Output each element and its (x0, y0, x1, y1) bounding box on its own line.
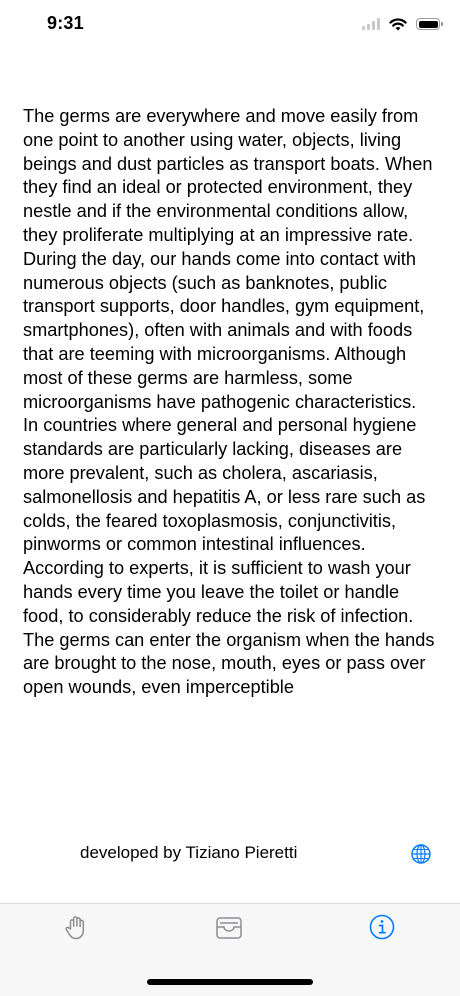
hand-icon (61, 912, 91, 942)
info-icon (367, 912, 397, 942)
tab-info[interactable] (367, 912, 397, 942)
status-icons (362, 15, 440, 33)
developer-credit: developed by Tiziano Pieretti (80, 843, 298, 862)
home-indicator (147, 979, 313, 985)
tab-tray[interactable] (214, 912, 244, 942)
cellular-signal-icon (362, 18, 380, 30)
article-text: The germs are everywhere and move easily from one point to another using water, objects, living beings and dust particles as transport boats. When they find an ideal or protected environment, they nestle and if the environmental conditions allow, they proliferate multiplying at an impressive rate. During the day, our hands come into contact with numerous objects (such as banknotes, public transport supports, door handles, gym equipment, smartphones), often with animals and with foods that are teeming with microorganisms. Although most of these germs are harmless, some microorganisms have pathogenic characteristics. In countries where general and personal hygiene standards are particularly lacking, diseases are more prevalent, such as cholera, ascariasis, salmonellosis and hepatitis A, or less rare such as colds, the feared toxoplasmosis, conjunctivitis, pinworms or common intestinal influences. According to experts, it is sufficient to wash your hands every time you leave the toilet or handle food, to considerably reduce the risk of infection. The germs can enter the organism when the hands are brought to the nose, mouth, eyes or pass over open wounds, even imperceptible (23, 106, 435, 698)
battery-icon (416, 18, 440, 30)
wifi-icon (388, 16, 408, 32)
status-time: 9:31 (47, 13, 84, 33)
globe-icon[interactable] (410, 843, 432, 865)
status-bar (0, 0, 460, 52)
tray-icon (214, 912, 244, 942)
tab-hand[interactable] (61, 912, 91, 942)
